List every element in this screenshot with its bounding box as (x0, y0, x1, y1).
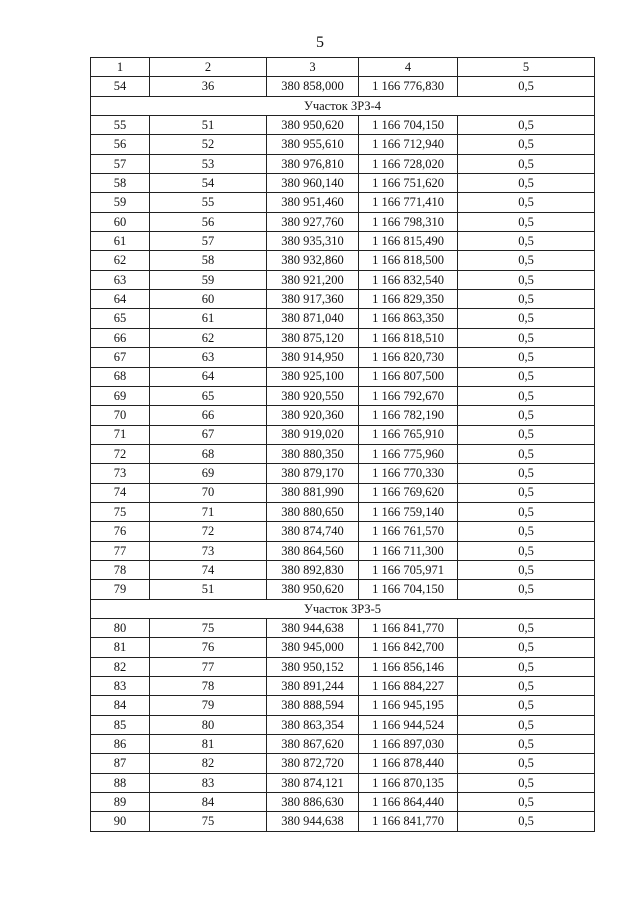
table-cell-col-5: 0,5 (458, 793, 595, 812)
table-cell-col-1: 75 (91, 502, 150, 521)
table-cell-col-3: 380 944,638 (267, 618, 359, 637)
header-col-5: 5 (458, 58, 595, 77)
table-cell-col-5: 0,5 (458, 328, 595, 347)
table-cell-col-2: 81 (150, 735, 267, 754)
table-cell-col-3: 380 914,950 (267, 348, 359, 367)
table-cell-col-3: 380 976,810 (267, 154, 359, 173)
header-col-1: 1 (91, 58, 150, 77)
table-cell-col-5: 0,5 (458, 386, 595, 405)
table-row (91, 77, 595, 96)
table-cell-col-1: 85 (91, 715, 150, 734)
table-cell-col-3: 380 955,610 (267, 135, 359, 154)
table-cell-col-4: 1 166 765,910 (359, 425, 458, 444)
table-cell-col-3: 380 875,120 (267, 328, 359, 347)
table-cell-col-4: 1 166 864,440 (359, 793, 458, 812)
table-cell-col-5: 0,5 (458, 251, 595, 270)
table-cell-col-1: 73 (91, 464, 150, 483)
table-cell-col-3: 380 960,140 (267, 174, 359, 193)
table-cell-col-5: 0,5 (458, 116, 595, 135)
table-row (91, 290, 595, 309)
table-cell-col-4: 1 166 878,440 (359, 754, 458, 773)
table-cell-col-3: 380 935,310 (267, 232, 359, 251)
table-row (91, 580, 595, 599)
table-cell-col-4: 1 166 712,940 (359, 135, 458, 154)
table-cell-col-1: 72 (91, 444, 150, 463)
table-cell-col-1: 82 (91, 657, 150, 676)
table-cell-col-5: 0,5 (458, 502, 595, 521)
table-cell-col-4: 1 166 818,500 (359, 251, 458, 270)
section-title: Участок ЗРЗ-4 (91, 96, 595, 115)
table-cell-col-5: 0,5 (458, 174, 595, 193)
table-cell-col-5: 0,5 (458, 754, 595, 773)
table-cell-col-5: 0,5 (458, 367, 595, 386)
table-cell-col-4: 1 166 728,020 (359, 154, 458, 173)
table-cell-col-1: 88 (91, 773, 150, 792)
table-row (91, 174, 595, 193)
table-cell-col-4: 1 166 945,195 (359, 696, 458, 715)
table-cell-col-2: 79 (150, 696, 267, 715)
table-cell-col-1: 69 (91, 386, 150, 405)
table-row (91, 483, 595, 502)
table-cell-col-3: 380 950,152 (267, 657, 359, 676)
table-cell-col-1: 74 (91, 483, 150, 502)
table-cell-col-5: 0,5 (458, 812, 595, 831)
table-cell-col-3: 380 920,360 (267, 406, 359, 425)
table-cell-col-4: 1 166 775,960 (359, 444, 458, 463)
table-cell-col-1: 61 (91, 232, 150, 251)
table-cell-col-2: 75 (150, 618, 267, 637)
table-row (91, 328, 595, 347)
table-cell-col-2: 55 (150, 193, 267, 212)
table-cell-col-1: 62 (91, 251, 150, 270)
table-cell-col-2: 69 (150, 464, 267, 483)
table-row (91, 135, 595, 154)
table-cell-col-4: 1 166 771,410 (359, 193, 458, 212)
table-cell-col-4: 1 166 818,510 (359, 328, 458, 347)
table-cell-col-2: 57 (150, 232, 267, 251)
table-cell-col-5: 0,5 (458, 270, 595, 289)
table-cell-col-2: 75 (150, 812, 267, 831)
table-cell-col-2: 68 (150, 444, 267, 463)
table-row (91, 522, 595, 541)
table-cell-col-2: 84 (150, 793, 267, 812)
table-cell-col-1: 90 (91, 812, 150, 831)
table-cell-col-3: 380 891,244 (267, 677, 359, 696)
table-cell-col-4: 1 166 842,700 (359, 638, 458, 657)
table-cell-col-4: 1 166 751,620 (359, 174, 458, 193)
table-cell-col-4: 1 166 841,770 (359, 812, 458, 831)
table-cell-col-1: 58 (91, 174, 150, 193)
table-cell-col-2: 62 (150, 328, 267, 347)
table-cell-col-4: 1 166 829,350 (359, 290, 458, 309)
table-cell-col-2: 77 (150, 657, 267, 676)
table-cell-col-5: 0,5 (458, 77, 595, 96)
table-cell-col-2: 51 (150, 116, 267, 135)
table-row (91, 657, 595, 676)
table-row (91, 735, 595, 754)
table-cell-col-3: 380 917,360 (267, 290, 359, 309)
table-cell-col-1: 81 (91, 638, 150, 657)
table-cell-col-5: 0,5 (458, 677, 595, 696)
table-row (91, 367, 595, 386)
table-row (91, 464, 595, 483)
table-cell-col-2: 59 (150, 270, 267, 289)
table-cell-col-5: 0,5 (458, 232, 595, 251)
table-cell-col-3: 380 892,830 (267, 560, 359, 579)
table-cell-col-2: 72 (150, 522, 267, 541)
section-row (91, 96, 595, 115)
table-cell-col-3: 380 879,170 (267, 464, 359, 483)
table-cell-col-1: 56 (91, 135, 150, 154)
table-cell-col-5: 0,5 (458, 193, 595, 212)
table-cell-col-3: 380 880,650 (267, 502, 359, 521)
table-row (91, 638, 595, 657)
table-cell-col-4: 1 166 820,730 (359, 348, 458, 367)
table-cell-col-2: 73 (150, 541, 267, 560)
table-row (91, 251, 595, 270)
table-cell-col-1: 71 (91, 425, 150, 444)
table-cell-col-2: 83 (150, 773, 267, 792)
table-cell-col-5: 0,5 (458, 696, 595, 715)
table-cell-col-5: 0,5 (458, 464, 595, 483)
table-cell-col-4: 1 166 704,150 (359, 580, 458, 599)
table-cell-col-3: 380 881,990 (267, 483, 359, 502)
table-cell-col-2: 66 (150, 406, 267, 425)
table-cell-col-1: 87 (91, 754, 150, 773)
table-cell-col-3: 380 880,350 (267, 444, 359, 463)
table-cell-col-4: 1 166 711,300 (359, 541, 458, 560)
table-cell-col-2: 65 (150, 386, 267, 405)
table-cell-col-2: 52 (150, 135, 267, 154)
table-row (91, 348, 595, 367)
table-cell-col-4: 1 166 705,971 (359, 560, 458, 579)
table-cell-col-2: 70 (150, 483, 267, 502)
table-cell-col-3: 380 921,200 (267, 270, 359, 289)
table-cell-col-2: 63 (150, 348, 267, 367)
table-cell-col-4: 1 166 870,135 (359, 773, 458, 792)
table-row (91, 502, 595, 521)
table-cell-col-2: 67 (150, 425, 267, 444)
table-row (91, 618, 595, 637)
table-cell-col-3: 380 927,760 (267, 212, 359, 231)
table-cell-col-4: 1 166 944,524 (359, 715, 458, 734)
table-cell-col-4: 1 166 884,227 (359, 677, 458, 696)
table-row (91, 212, 595, 231)
table-cell-col-3: 380 951,460 (267, 193, 359, 212)
table-cell-col-2: 51 (150, 580, 267, 599)
table-cell-col-2: 78 (150, 677, 267, 696)
table-cell-col-4: 1 166 897,030 (359, 735, 458, 754)
table-cell-col-4: 1 166 807,500 (359, 367, 458, 386)
table-cell-col-5: 0,5 (458, 657, 595, 676)
table-row (91, 812, 595, 831)
table-cell-col-2: 54 (150, 174, 267, 193)
table-cell-col-3: 380 874,740 (267, 522, 359, 541)
table-cell-col-5: 0,5 (458, 348, 595, 367)
table-cell-col-1: 59 (91, 193, 150, 212)
header-col-4: 4 (359, 58, 458, 77)
table-cell-col-5: 0,5 (458, 773, 595, 792)
table-cell-col-3: 380 888,594 (267, 696, 359, 715)
table-cell-col-1: 64 (91, 290, 150, 309)
table-cell-col-2: 60 (150, 290, 267, 309)
table-cell-col-5: 0,5 (458, 290, 595, 309)
table-cell-col-3: 380 874,121 (267, 773, 359, 792)
table-cell-col-3: 380 872,720 (267, 754, 359, 773)
table-cell-col-3: 380 864,560 (267, 541, 359, 560)
table-cell-col-3: 380 919,020 (267, 425, 359, 444)
table-cell-col-3: 380 950,620 (267, 116, 359, 135)
table-cell-col-5: 0,5 (458, 715, 595, 734)
table-cell-col-2: 82 (150, 754, 267, 773)
table-cell-col-2: 58 (150, 251, 267, 270)
table-cell-col-5: 0,5 (458, 735, 595, 754)
table-cell-col-3: 380 871,040 (267, 309, 359, 328)
table-cell-col-1: 60 (91, 212, 150, 231)
table-cell-col-1: 84 (91, 696, 150, 715)
coordinates-table (90, 57, 595, 832)
table-cell-col-5: 0,5 (458, 522, 595, 541)
section-title: Участок ЗРЗ-5 (91, 599, 595, 618)
table-header (91, 58, 595, 77)
table-cell-col-1: 55 (91, 116, 150, 135)
header-row (91, 58, 595, 77)
table-row (91, 773, 595, 792)
table-cell-col-4: 1 166 832,540 (359, 270, 458, 289)
table-cell-col-3: 380 932,860 (267, 251, 359, 270)
table-cell-col-1: 79 (91, 580, 150, 599)
table-cell-col-5: 0,5 (458, 309, 595, 328)
table-cell-col-4: 1 166 770,330 (359, 464, 458, 483)
header-col-2: 2 (150, 58, 267, 77)
table-row (91, 232, 595, 251)
table-cell-col-2: 71 (150, 502, 267, 521)
table-cell-col-4: 1 166 792,670 (359, 386, 458, 405)
table-cell-col-5: 0,5 (458, 618, 595, 637)
table-cell-col-4: 1 166 776,830 (359, 77, 458, 96)
table-cell-col-1: 76 (91, 522, 150, 541)
table-cell-col-5: 0,5 (458, 135, 595, 154)
table-cell-col-1: 63 (91, 270, 150, 289)
table-cell-col-3: 380 920,550 (267, 386, 359, 405)
table-cell-col-4: 1 166 704,150 (359, 116, 458, 135)
table-cell-col-1: 80 (91, 618, 150, 637)
table-cell-col-4: 1 166 841,770 (359, 618, 458, 637)
table-row (91, 793, 595, 812)
table-cell-col-5: 0,5 (458, 425, 595, 444)
table-cell-col-3: 380 950,620 (267, 580, 359, 599)
table-cell-col-4: 1 166 863,350 (359, 309, 458, 328)
table-row (91, 541, 595, 560)
table-cell-col-1: 57 (91, 154, 150, 173)
table-cell-col-1: 86 (91, 735, 150, 754)
table-row (91, 406, 595, 425)
table-cell-col-5: 0,5 (458, 444, 595, 463)
table-row (91, 754, 595, 773)
table-cell-col-1: 68 (91, 367, 150, 386)
section-row (91, 599, 595, 618)
table-cell-col-1: 83 (91, 677, 150, 696)
table-cell-col-2: 64 (150, 367, 267, 386)
table-cell-col-5: 0,5 (458, 638, 595, 657)
table-cell-col-2: 76 (150, 638, 267, 657)
table-row (91, 154, 595, 173)
table-cell-col-2: 36 (150, 77, 267, 96)
table-row (91, 696, 595, 715)
table-cell-col-2: 56 (150, 212, 267, 231)
table-cell-col-3: 380 858,000 (267, 77, 359, 96)
table-cell-col-4: 1 166 769,620 (359, 483, 458, 502)
table-cell-col-3: 380 944,638 (267, 812, 359, 831)
table-row (91, 193, 595, 212)
table-cell-col-2: 61 (150, 309, 267, 328)
table-cell-col-4: 1 166 815,490 (359, 232, 458, 251)
table-cell-col-5: 0,5 (458, 560, 595, 579)
table-cell-col-1: 70 (91, 406, 150, 425)
table-row (91, 425, 595, 444)
table-row (91, 116, 595, 135)
table-cell-col-1: 65 (91, 309, 150, 328)
table-cell-col-1: 89 (91, 793, 150, 812)
table-cell-col-3: 380 867,620 (267, 735, 359, 754)
table-row (91, 444, 595, 463)
table-cell-col-1: 78 (91, 560, 150, 579)
table-cell-col-4: 1 166 782,190 (359, 406, 458, 425)
table-cell-col-1: 54 (91, 77, 150, 96)
table-cell-col-3: 380 863,354 (267, 715, 359, 734)
table-cell-col-3: 380 945,000 (267, 638, 359, 657)
table-cell-col-3: 380 886,630 (267, 793, 359, 812)
table-cell-col-4: 1 166 856,146 (359, 657, 458, 676)
table-cell-col-5: 0,5 (458, 580, 595, 599)
page-number: 5 (316, 34, 324, 51)
table-cell-col-2: 80 (150, 715, 267, 734)
table-cell-col-3: 380 925,100 (267, 367, 359, 386)
table-cell-col-1: 66 (91, 328, 150, 347)
table-cell-col-5: 0,5 (458, 541, 595, 560)
table-row (91, 386, 595, 405)
table-cell-col-1: 77 (91, 541, 150, 560)
table-cell-col-4: 1 166 798,310 (359, 212, 458, 231)
table-cell-col-5: 0,5 (458, 154, 595, 173)
table-row (91, 270, 595, 289)
table-row (91, 309, 595, 328)
table-cell-col-5: 0,5 (458, 212, 595, 231)
table-row (91, 560, 595, 579)
table-cell-col-5: 0,5 (458, 406, 595, 425)
table-cell-col-5: 0,5 (458, 483, 595, 502)
table-cell-col-2: 53 (150, 154, 267, 173)
table-cell-col-4: 1 166 761,570 (359, 522, 458, 541)
table-row (91, 677, 595, 696)
table-cell-col-4: 1 166 759,140 (359, 502, 458, 521)
table-cell-col-2: 74 (150, 560, 267, 579)
table-row (91, 715, 595, 734)
table-cell-col-1: 67 (91, 348, 150, 367)
table-body (91, 77, 595, 831)
header-col-3: 3 (267, 58, 359, 77)
